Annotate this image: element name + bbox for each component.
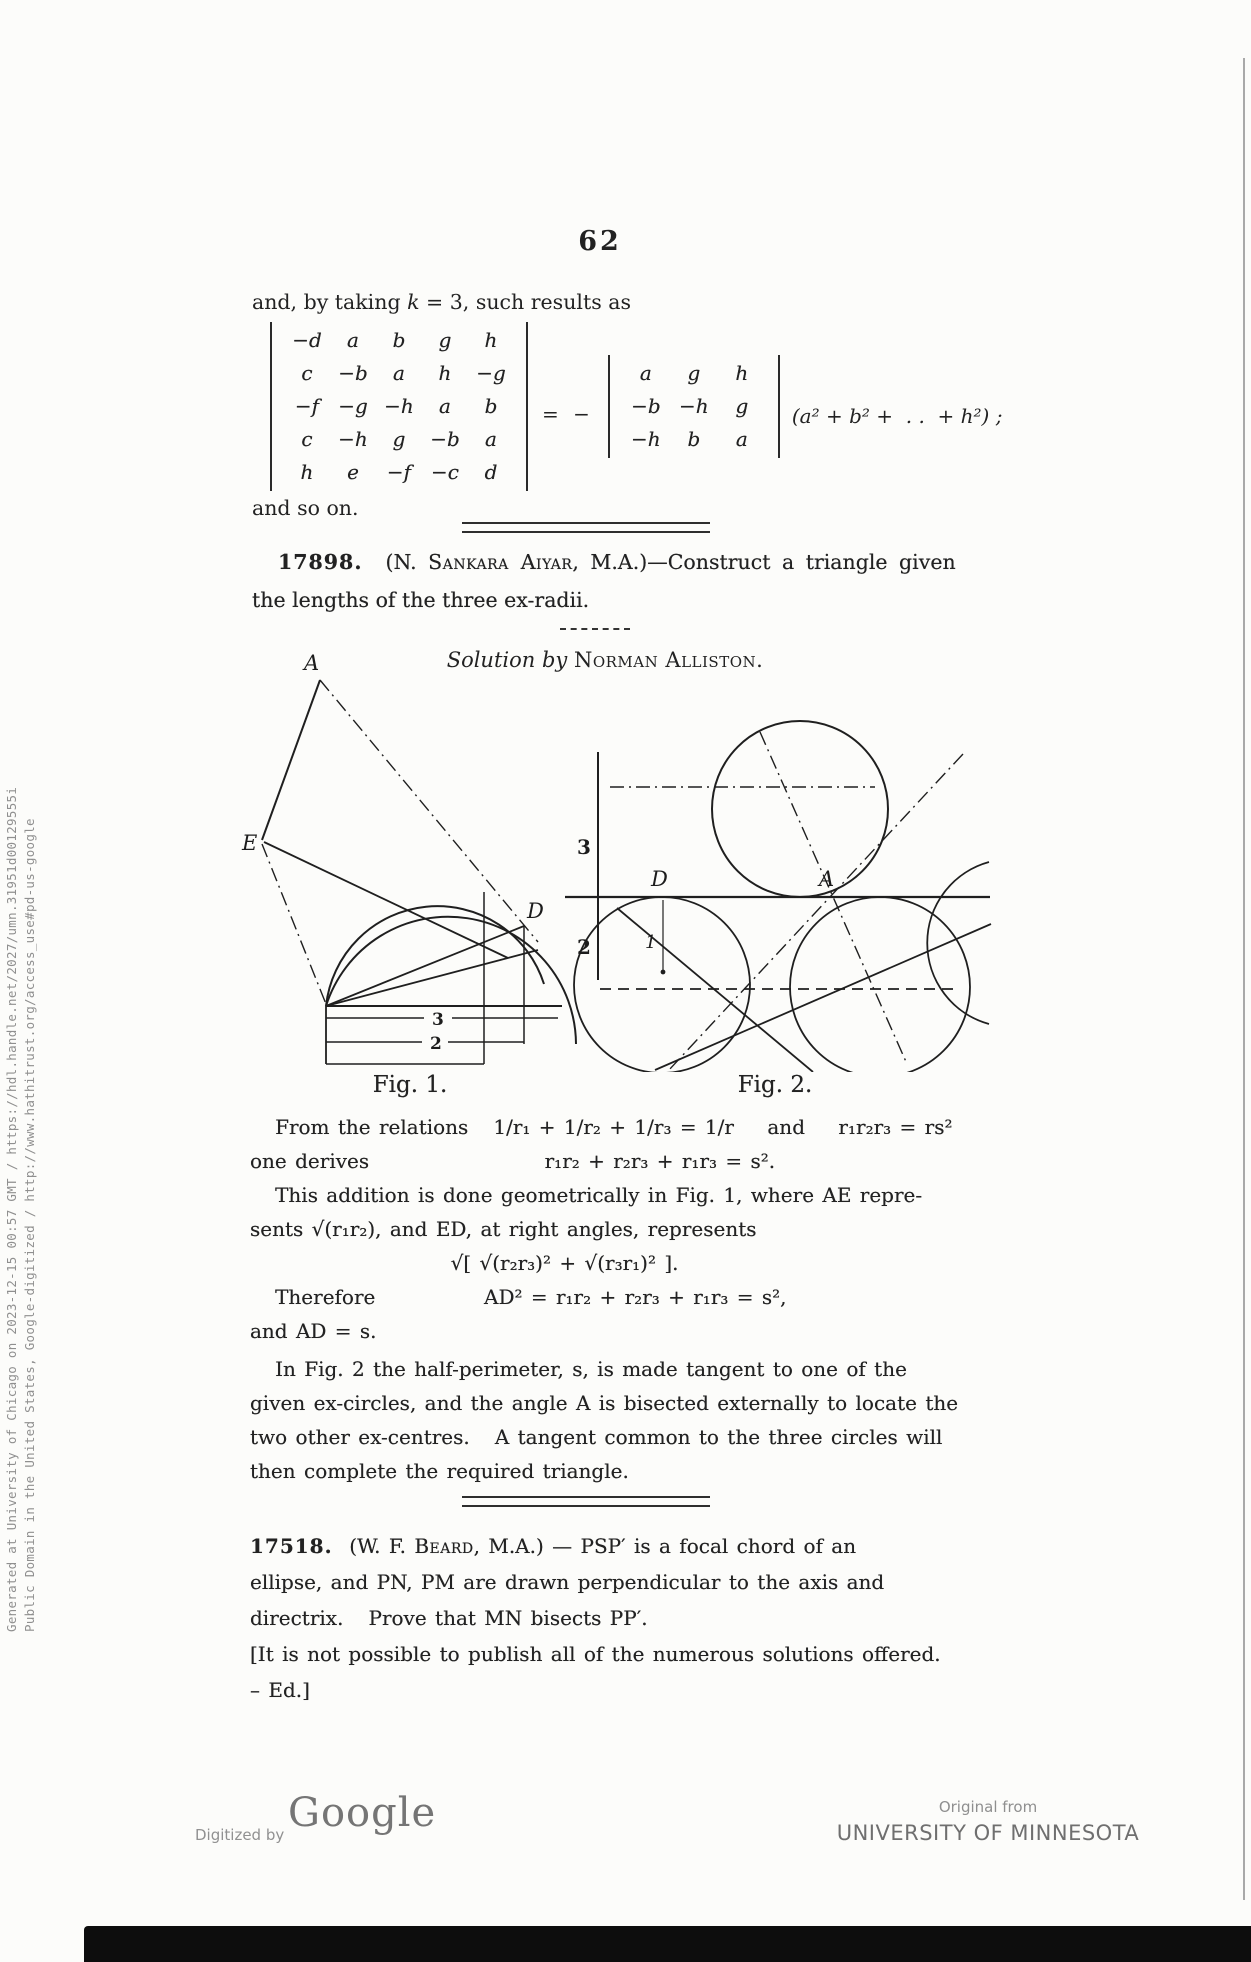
fig2-label-1: 1 (645, 932, 657, 953)
heading-text: (W. F. (332, 1534, 415, 1558)
heading-text: (N. (362, 550, 429, 574)
problem-number: 17518. (250, 1534, 333, 1558)
and-so-on-text: and so on. (252, 496, 359, 520)
problem-text-line: ellipse, and PN, PM are drawn perpendicular to the axis and (250, 1570, 885, 1594)
matrix-cell: h (300, 460, 314, 484)
editor-note-line: [It is not possible to publish all of the numerous solutions offered. (250, 1642, 941, 1666)
fig2-label-D: D (651, 867, 668, 891)
sidebar-generated-text: Generated at University of Chicago on 2023-12-15 00:57 GMT / https://hdl.handle.net/2027/umn.31951d00129555i (4, 786, 19, 1632)
digitized-by-label: Digitized by (195, 1826, 285, 1844)
fig1-label-D: D (527, 899, 544, 923)
matrix-cell: −h (384, 394, 414, 418)
figure-1-caption: Fig. 1. (372, 1072, 448, 1098)
fig2-tangent-slant-2 (655, 924, 991, 1070)
matrix-cell: −g (476, 361, 506, 385)
byline-author: Norman Alliston. (573, 648, 764, 672)
fig1-line-E-base-dashdot (262, 844, 326, 1004)
matrix-cell: a (735, 427, 748, 451)
solution-text-line: one derives r₁r₂ + r₂r₃ + r₁r₃ = s². (250, 1149, 776, 1173)
solution-text-line: two other ex-centres. A tangent common to the three circles will (250, 1425, 943, 1449)
matrix-cell: b (484, 394, 498, 418)
matrix-cell: g (735, 394, 749, 418)
matrix-cell: a (485, 427, 497, 451)
heading-text: , M.A.) — PSP′ is a focal chord of an (473, 1534, 857, 1558)
matrix-cell: h (735, 361, 749, 385)
fig2-bisector-dashdot-2 (655, 754, 963, 1072)
problem-17518 (250, 1528, 980, 1708)
fig1-line-AE (262, 680, 320, 840)
matrix-cell: g (392, 427, 406, 451)
fig1-inner-arc (326, 906, 544, 1006)
determinant-trailing-expression: (a² + b² + . . + h²) ; (791, 403, 1003, 428)
fig1-dim-3: 3 (432, 1010, 444, 1030)
matrix-cell: −d (292, 328, 322, 352)
intro-post: = 3, such results as (419, 290, 631, 314)
solution-paragraph-1 (250, 1110, 980, 1348)
matrix-cell: e (347, 460, 359, 484)
problem-author: Sankara Aiyar (428, 550, 573, 574)
page-number: 62 (578, 226, 622, 257)
problem-number: 17898. (278, 550, 363, 574)
fig2-pointer-dot (661, 970, 666, 975)
fig1-label-E: E (242, 831, 258, 855)
fig2-excircle-right (790, 897, 970, 1072)
intro-pre: and, by taking (252, 290, 408, 314)
problem-17898-heading (278, 550, 956, 574)
matrix-cell: a (393, 361, 405, 385)
editor-note-line: – Ed.] (250, 1678, 310, 1702)
fig2-scale-3: 3 (577, 835, 591, 859)
matrix-cell: c (301, 427, 313, 451)
equals-minus-sign: = − (542, 401, 594, 426)
matrix-cell: h (438, 361, 452, 385)
fig1-outer-arc (326, 917, 576, 1044)
sidebar-publicdomain-text: Public Domain in the United States, Google-digitized / http://www.hathitrust.org/access_use#pd-us-google (22, 818, 37, 1632)
determinant-display (270, 322, 1002, 491)
solution-text-line: This addition is done geometrically in Fig. 1, where AE repre- (250, 1183, 923, 1207)
institution-name: UNIVERSITY OF MINNESOTA (836, 1821, 1140, 1845)
short-dash-rule (560, 628, 630, 630)
matrix-cell: −b (430, 427, 460, 451)
fig1-label-A: A (304, 652, 320, 675)
matrix-cell: −f (386, 460, 412, 484)
problem-17898-line2: the lengths of the three ex-radii. (252, 588, 590, 612)
matrix-cell: −b (338, 361, 368, 385)
matrix-cell: b (687, 427, 701, 451)
fig2-label-A: A (819, 867, 835, 891)
fig1-dim-2: 2 (430, 1034, 442, 1054)
fig2-excircle-top (712, 721, 888, 897)
matrix-cell: −h (631, 427, 661, 451)
solution-text-line: From the relations 1/r₁ + 1/r₂ + 1/r₃ = 1/r and r₁r₂r₃ = rs² (250, 1115, 953, 1139)
solution-text-line: sents √(r₁r₂), and ED, at right angles, represents (250, 1217, 757, 1241)
problem-text-line: directrix. Prove that MN bisects PP′. (250, 1606, 648, 1630)
matrix-cell: c (301, 361, 313, 385)
problem-17518-heading (250, 1528, 980, 1564)
figure-2-caption: Fig. 2. (737, 1072, 813, 1098)
fig2-scale-2: 2 (577, 935, 591, 959)
determinant-3x3 (608, 355, 780, 458)
fig2-excircle-left (574, 897, 750, 1072)
fig1-radius-line-1 (326, 926, 524, 1006)
heading-text: , M.A.)—Construct a triangle given (572, 550, 956, 574)
matrix-cell: b (392, 328, 406, 352)
solution-text-line: given ex-circles, and the angle A is bisected externally to locate the (250, 1391, 959, 1415)
intro-line (252, 290, 631, 314)
byline-prefix: Solution by (446, 648, 574, 672)
figure-2 (555, 712, 995, 1072)
fig1-line-AD-dashdot (320, 680, 538, 942)
matrix-cell: a (347, 328, 359, 352)
matrix-cell: −f (294, 394, 320, 418)
matrix-cell: d (484, 460, 498, 484)
solution-text-line: then complete the required triangle. (250, 1459, 629, 1483)
matrix-cell: −h (679, 394, 709, 418)
original-from-label: Original from (938, 1798, 1038, 1816)
google-logo: Google (288, 1790, 437, 1836)
matrix-cell: a (439, 394, 451, 418)
matrix-cell: a (639, 361, 652, 385)
solution-paragraph-2 (250, 1352, 980, 1488)
intro-variable: k (407, 290, 420, 314)
solution-text-line: √[ √(r₂r₃)² + √(r₃r₁)² ]. (250, 1251, 679, 1275)
matrix-cell: −h (338, 427, 368, 451)
section-divider (462, 1496, 710, 1507)
matrix-cell: g (687, 361, 701, 385)
matrix-cell: −g (338, 394, 368, 418)
scan-edge-line (1243, 58, 1245, 1900)
matrix-cell: g (438, 328, 452, 352)
solution-text-line: and AD = s. (250, 1319, 377, 1343)
original-from-block (778, 1798, 1198, 1845)
matrix-cell: h (484, 328, 498, 352)
solution-text-line: Therefore AD² = r₁r₂ + r₂r₃ + r₁r₃ = s², (250, 1285, 787, 1309)
problem-author: Beard (414, 1534, 474, 1558)
scan-bottom-bar (84, 1926, 1251, 1962)
section-divider (462, 522, 710, 533)
figure-1 (240, 652, 580, 1072)
solution-text-line: In Fig. 2 the half-perimeter, s, is made tangent to one of the (250, 1357, 907, 1381)
matrix-cell: −c (431, 460, 459, 484)
determinant-5x5 (270, 322, 528, 491)
fig1-radius-line-2 (326, 950, 538, 1006)
matrix-cell: −b (631, 394, 661, 418)
